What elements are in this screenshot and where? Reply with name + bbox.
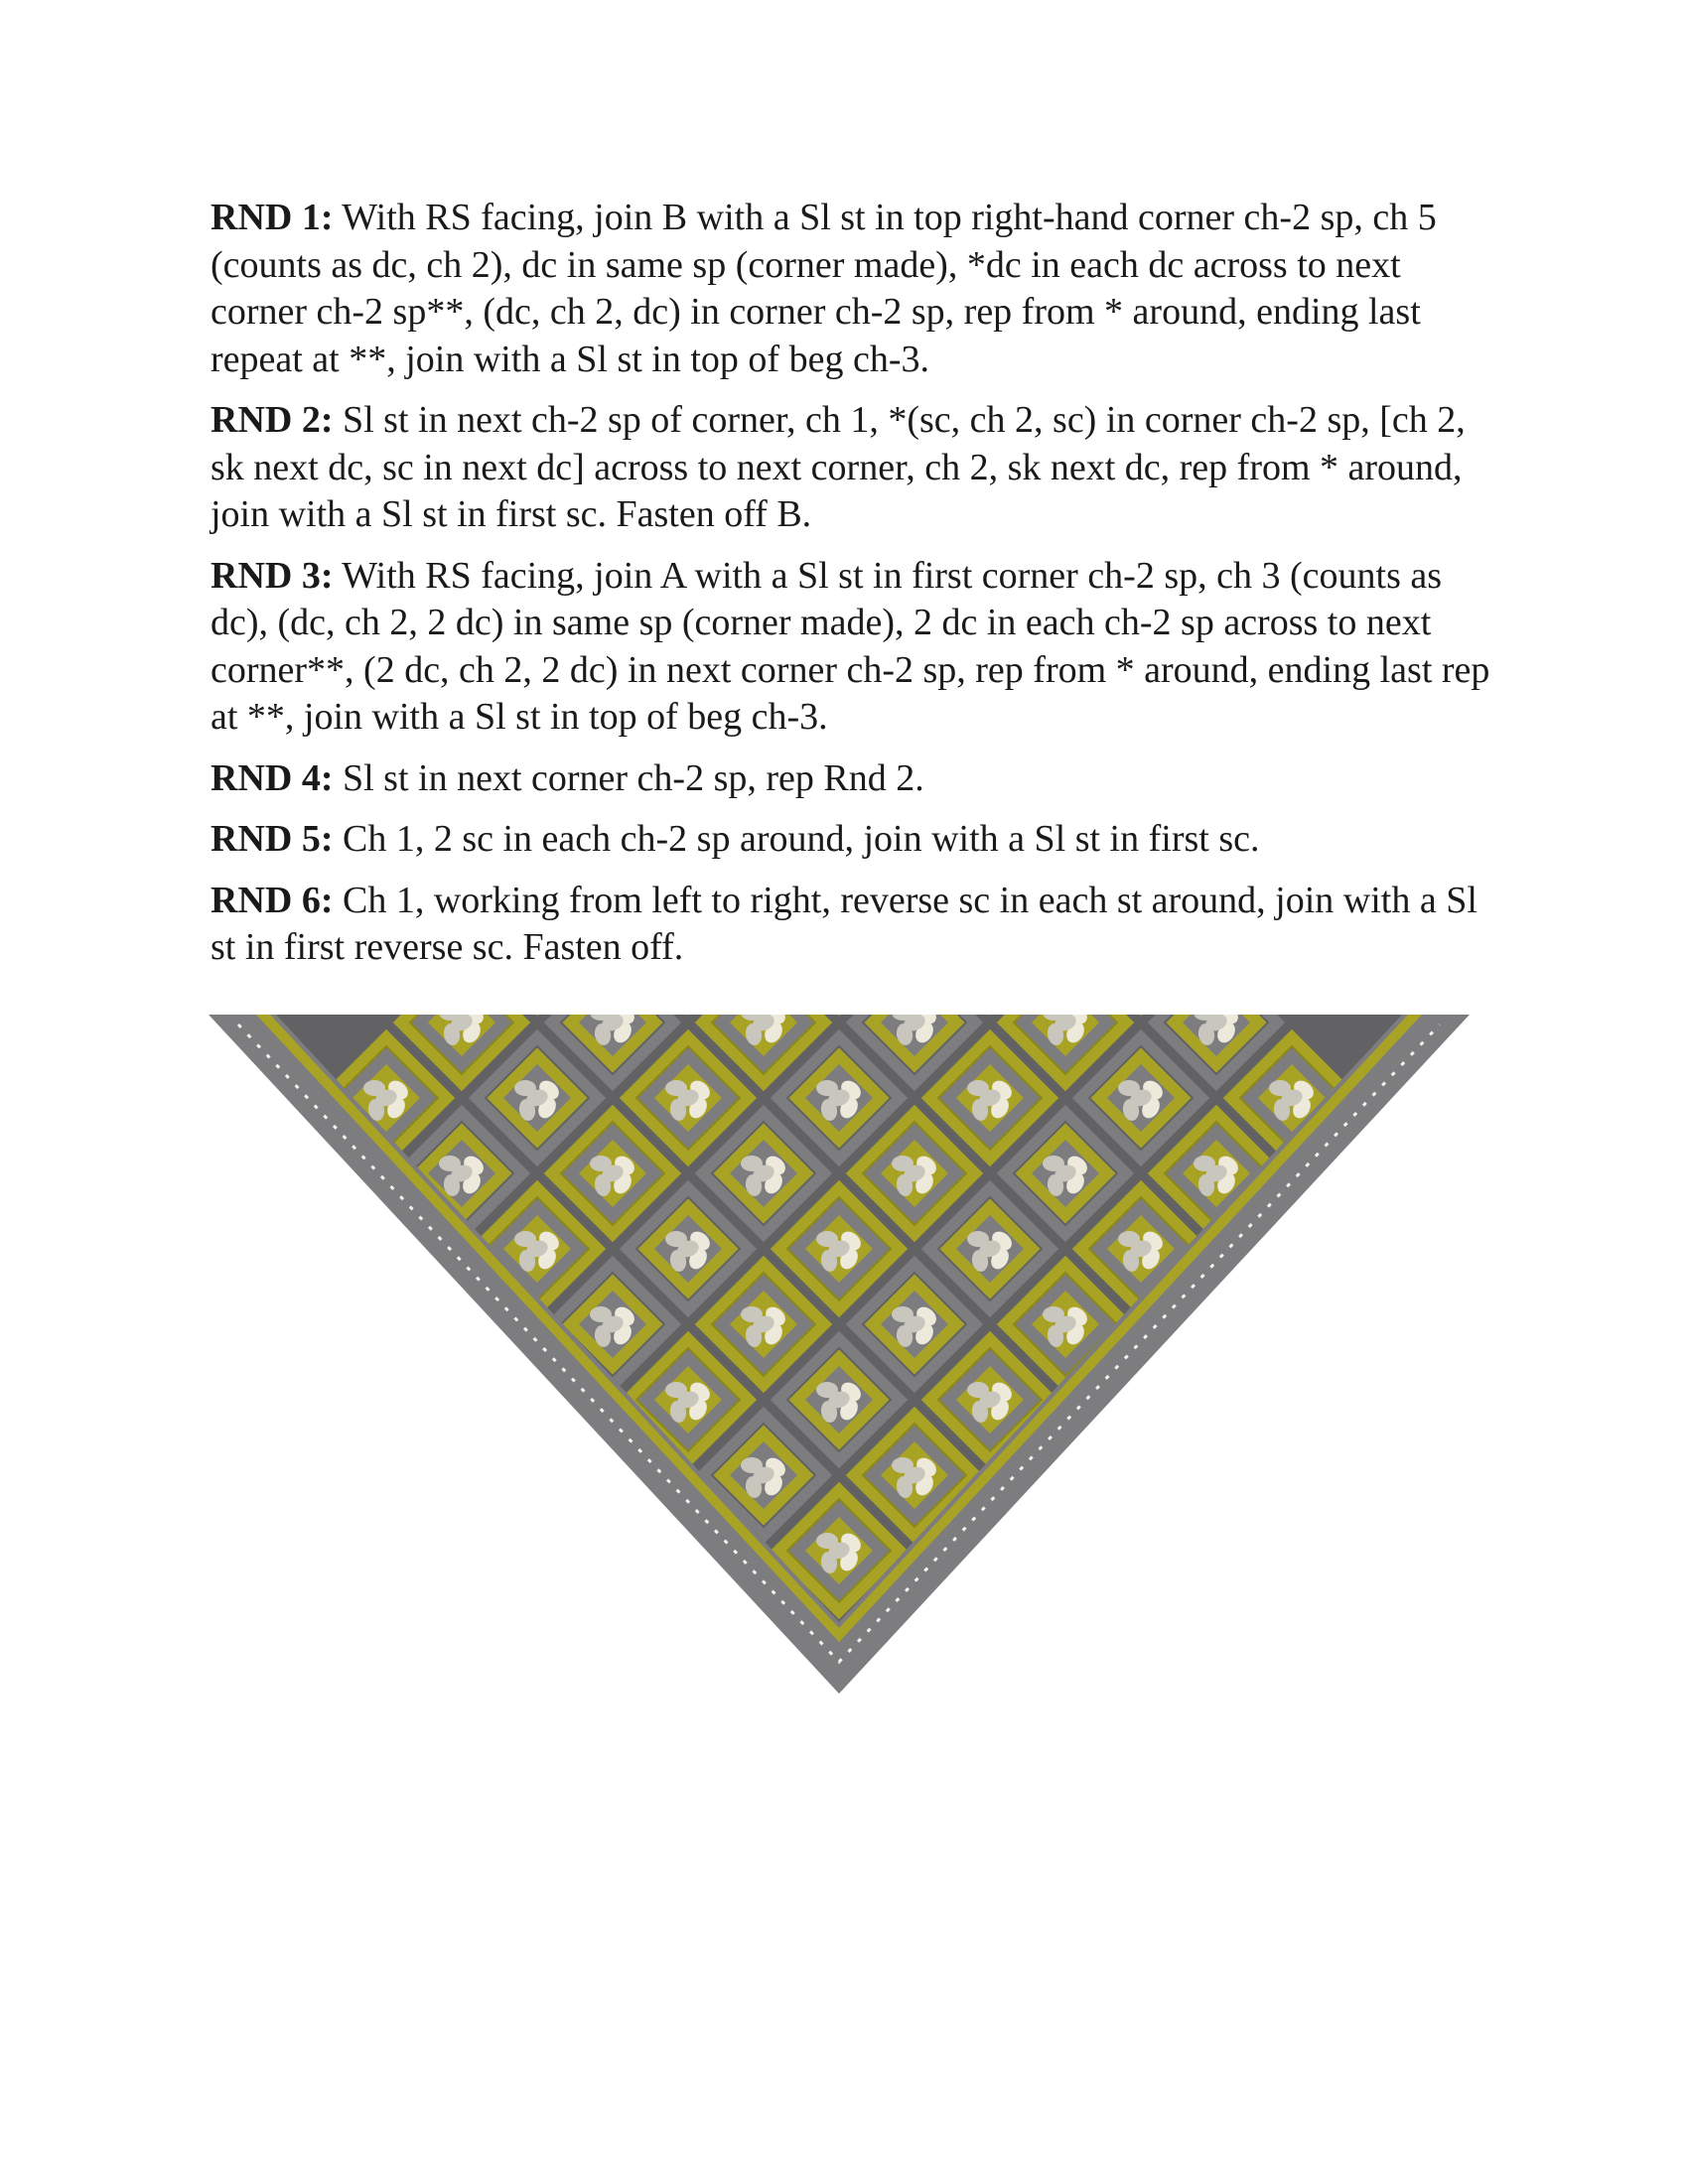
round-6 [211,878,1491,972]
round-label: RND 5: [211,818,334,860]
round-3 [211,553,1491,742]
round-label: RND 3: [211,554,334,597]
round-label: RND 4: [211,756,334,799]
round-label: RND 6: [211,879,334,921]
round-label: RND 2: [211,399,334,441]
round-text: With RS facing, join A with a Sl st in first corner ch-2 sp, ch 3 (counts as dc), (dc, ch 2, 2 dc) in same sp (corner made), 2 dc in each ch-2 sp across to next corner**, (2 dc, ch 2, 2 dc) in next corner ch-2 sp, rep from * around, ending last rep at **, join with a Sl st in top of beg ch-3. [211,554,1490,738]
shawl-photo [209,1015,1470,1694]
round-label: RND 1: [211,197,334,238]
granny-square-grid [209,1015,1470,1694]
round-2 [211,397,1491,539]
crochet-shawl-image [209,1015,1470,1694]
round-instructions [211,195,1491,986]
round-text: Ch 1, 2 sc in each ch-2 sp around, join with a Sl st in first sc. [333,818,1260,860]
round-text: With RS facing, join B with a Sl st in top right-hand corner ch-2 sp, ch 5 (counts as dc, ch 2), dc in same sp (corner made), *dc in each dc across to next corner ch-2 sp**, (dc, ch 2, dc) in corner ch-2 sp, rep from * around, ending last repeat at **, join with a Sl st in top of beg ch-3. [211,197,1437,380]
round-4 [211,755,1491,803]
round-text: Ch 1, working from left to right, reverse sc in each st around, join with a Sl st in first reverse sc. Fasten off. [211,879,1477,968]
round-5 [211,816,1491,864]
round-text: Sl st in next corner ch-2 sp, rep Rnd 2. [333,756,924,799]
round-text: Sl st in next ch-2 sp of corner, ch 1, *(sc, ch 2, sc) in corner ch-2 sp, [ch 2, sk next dc, sc in next dc] across to next corner, ch 2, sk next dc, rep from * around, join with a Sl st in first sc. Fasten off B. [211,399,1466,535]
round-1 [211,195,1491,383]
